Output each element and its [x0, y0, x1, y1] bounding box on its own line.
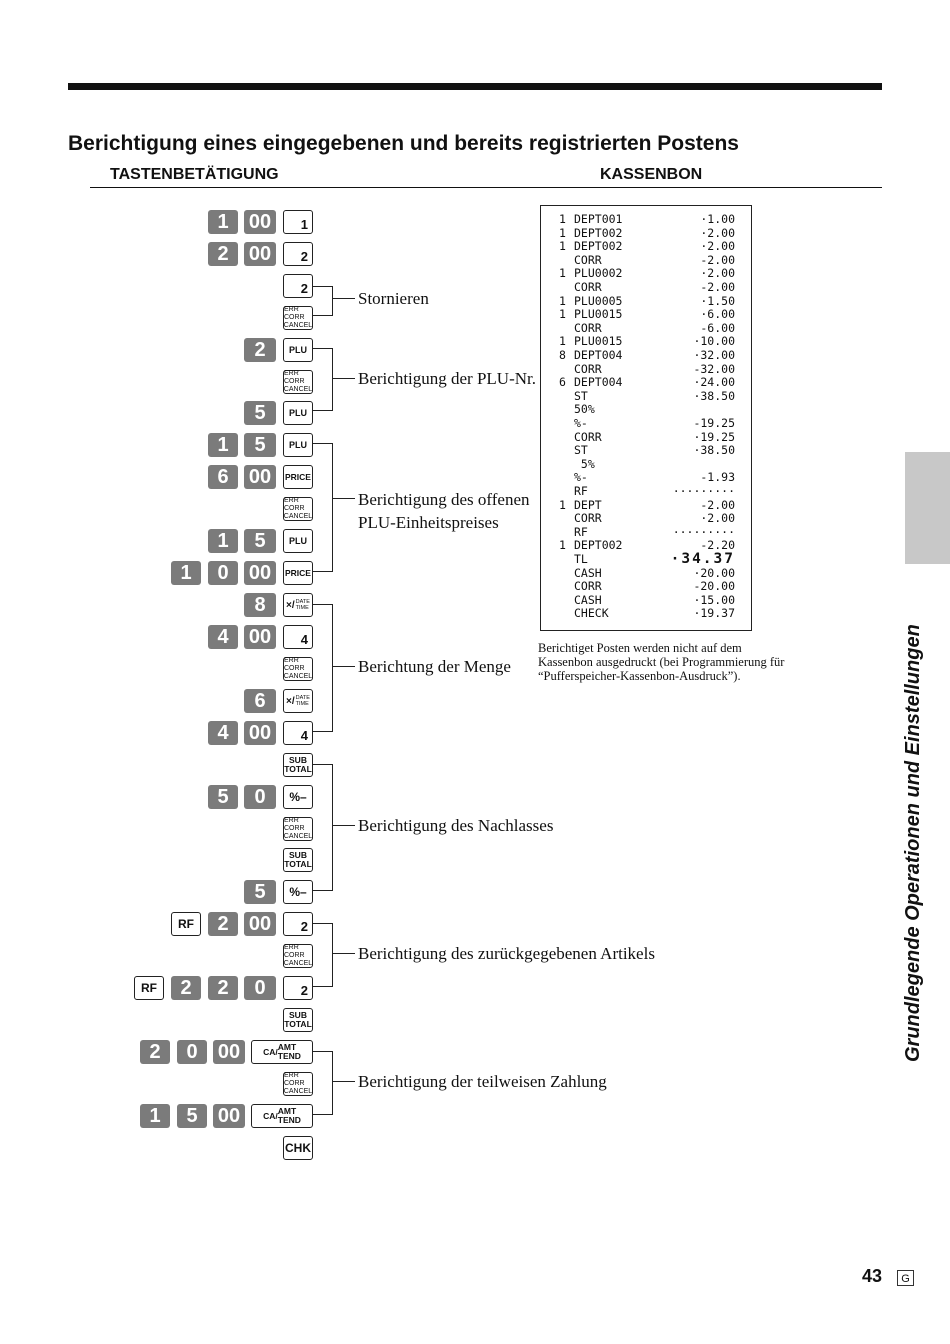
key-0: 0 [208, 561, 238, 585]
key-1: 1 [208, 433, 238, 457]
receipt-line: CORR -20.00 [574, 579, 735, 594]
side-chapter-title: Grundlegende Operationen und Einstellungen [902, 624, 924, 1062]
key-1: 1 [208, 210, 238, 234]
key-dept-4: 4 [283, 721, 313, 745]
key-1: 1 [140, 1104, 170, 1128]
language-tag: G [897, 1270, 914, 1286]
receipt-line: 1 DEPT002 ·2.00 [559, 239, 735, 254]
receipt [540, 205, 752, 631]
top-rule [68, 83, 882, 90]
receipt-line: 1 PLU0015 ·10.00 [559, 334, 735, 349]
page-title: Berichtigung eines eingegebenen und bereits registrierten Postens [68, 132, 739, 155]
key-err-corr: ERR CORR CANCEL [283, 306, 313, 329]
page-number: 43 [862, 1266, 883, 1286]
receipt-total-line: TL ·34.37 [574, 551, 735, 567]
key-dept-2: 2 [283, 912, 313, 936]
receipt-line: RF ········· [574, 484, 735, 498]
key-price: PRICE [283, 465, 313, 489]
receipt-line: ST ·38.50 [574, 443, 735, 458]
key-2: 2 [244, 338, 276, 362]
receipt-line: CORR -6.00 [574, 320, 735, 335]
key-00: 00 [244, 561, 276, 585]
key-6: 6 [244, 689, 276, 713]
key-multiply-date-time: ×/ DATE TIME [283, 689, 313, 713]
key-00: 00 [244, 625, 276, 649]
receipt-line: %- -19.25 [574, 416, 735, 430]
brace-plu-correction [313, 348, 333, 411]
receipt-line: CASH ·15.00 [574, 592, 735, 607]
brace-tick [333, 666, 355, 667]
key-err-corr: ERR CORR CANCEL [283, 657, 313, 680]
key-00: 00 [244, 242, 276, 266]
brace-tick [333, 498, 355, 499]
label-plu-correction: Berichtigung der PLU-Nr. [358, 369, 536, 388]
receipt-line: CORR -32.00 [574, 361, 735, 376]
brace-refund-correction [313, 923, 333, 987]
key-1: 1 [208, 529, 238, 553]
key-price: PRICE [283, 561, 313, 585]
key-plu: PLU [283, 401, 313, 425]
brace-discount-correction [313, 764, 333, 891]
receipt-line: CORR ·19.25 [574, 429, 735, 444]
receipt-line: CHECK ·19.37 [574, 606, 735, 621]
receipt-line: ST ·38.50 [574, 388, 735, 403]
key-dept-2: 2 [283, 242, 313, 266]
receipt-line: 8 DEPT004 ·32.00 [559, 348, 735, 362]
key-dept-2: 2 [283, 274, 313, 298]
key-2: 2 [208, 976, 238, 1000]
key-err-corr: ERR CORR CANCEL [283, 944, 313, 967]
key-percent-minus: %– [283, 880, 313, 904]
brace-tick [333, 1081, 355, 1082]
header-rule [90, 187, 882, 188]
brace-tick [333, 298, 355, 299]
brace-price-correction [313, 443, 333, 572]
key-subtotal: SUB TOTAL [283, 848, 313, 872]
key-00: 00 [213, 1040, 245, 1064]
brace-quantity-correction [313, 604, 333, 732]
receipt-line: 1 DEPT001 ·1.00 [559, 212, 735, 226]
brace-tick [333, 378, 355, 379]
key-rf: RF [134, 976, 164, 1000]
label-quantity-correction: Berichtung der Menge [358, 657, 511, 676]
receipt-line: CORR -2.00 [574, 280, 735, 294]
key-5: 5 [177, 1104, 207, 1128]
receipt-line: %- -1.93 [574, 470, 735, 485]
key-8: 8 [244, 593, 276, 617]
receipt-line: 1 PLU0015 ·6.00 [559, 307, 735, 322]
receipt-line: 1 DEPT -2.00 [559, 497, 735, 512]
key-percent-minus: %– [283, 785, 313, 809]
key-00: 00 [244, 912, 276, 936]
brace-void [313, 286, 333, 316]
side-tab-marker [905, 452, 950, 564]
key-err-corr: ERR CORR CANCEL [283, 1072, 313, 1095]
key-5: 5 [244, 529, 276, 553]
brace-tick [333, 953, 355, 954]
key-subtotal: SUB TOTAL [283, 1008, 313, 1032]
key-2: 2 [208, 242, 238, 266]
key-5: 5 [244, 433, 276, 457]
receipt-line: RF ········· [574, 524, 735, 539]
receipt-line: 1 PLU0002 ·2.00 [559, 266, 735, 281]
key-ca-amt-tend: CA/ AMT TEND [251, 1104, 313, 1128]
key-0: 0 [244, 785, 276, 809]
key-check: CHK [283, 1136, 313, 1160]
key-4: 4 [208, 625, 238, 649]
brace-payment-correction [313, 1051, 333, 1115]
key-00: 00 [244, 210, 276, 234]
key-multiply-date-time: ×/ DATE TIME [283, 593, 313, 617]
label-void: Stornieren [358, 289, 429, 308]
label-payment-correction: Berichtigung der teilweisen Zahlung [358, 1072, 607, 1091]
key-dept-1: 1 [283, 210, 313, 234]
key-5: 5 [208, 785, 238, 809]
key-err-corr: ERR CORR CANCEL [283, 817, 313, 840]
label-refund-correction: Berichtigung des zurückgegebenen Artikels [358, 944, 655, 963]
key-err-corr: ERR CORR CANCEL [283, 497, 313, 520]
column-header-receipt: KASSENBON [600, 166, 703, 183]
key-00: 00 [244, 721, 276, 745]
label-price-correction-2: PLU-Einheitspreises [358, 513, 499, 532]
key-plu: PLU [283, 338, 313, 362]
key-2: 2 [140, 1040, 170, 1064]
key-5: 5 [244, 880, 276, 904]
label-price-correction-1: Berichtigung des offenen [358, 490, 530, 509]
key-6: 6 [208, 465, 238, 489]
receipt-line: CORR -2.00 [574, 252, 735, 267]
receipt-line: CASH ·20.00 [574, 565, 735, 580]
key-err-corr: ERR CORR CANCEL [283, 370, 313, 393]
key-2: 2 [171, 976, 201, 1000]
label-discount-correction: Berichtigung des Nachlasses [358, 816, 554, 835]
key-plu: PLU [283, 529, 313, 553]
key-0: 0 [244, 976, 276, 1000]
key-ca-amt-tend: CA/ AMT TEND [251, 1040, 313, 1064]
key-dept-2: 2 [283, 976, 313, 1000]
key-plu: PLU [283, 433, 313, 457]
receipt-line: 1 DEPT002 -2.20 [559, 538, 735, 553]
key-1: 1 [171, 561, 201, 585]
brace-tick [333, 825, 355, 826]
column-header-keys: TASTENBETÄTIGUNG [110, 166, 279, 183]
key-4: 4 [208, 721, 238, 745]
key-5: 5 [244, 401, 276, 425]
receipt-line: 1 PLU0005 ·1.50 [559, 293, 735, 308]
key-subtotal: SUB TOTAL [283, 753, 313, 777]
receipt-line: 5% [574, 456, 595, 471]
receipt-line: 50% [574, 402, 595, 417]
receipt-line: 6 DEPT004 ·24.00 [559, 375, 735, 390]
key-rf: RF [171, 912, 201, 936]
key-00: 00 [244, 465, 276, 489]
receipt-line: 1 DEPT002 ·2.00 [559, 225, 735, 240]
key-00: 00 [213, 1104, 245, 1128]
receipt-line: CORR ·2.00 [574, 511, 735, 526]
receipt-note: Berichtiget Posten werden nicht auf dem Kassenbon ausgedruckt (bei Programmierung für “Pufferspeicher-Kassenbon-Ausdruck”). [538, 641, 785, 683]
key-2: 2 [208, 912, 238, 936]
key-dept-4: 4 [283, 625, 313, 649]
key-0: 0 [177, 1040, 207, 1064]
